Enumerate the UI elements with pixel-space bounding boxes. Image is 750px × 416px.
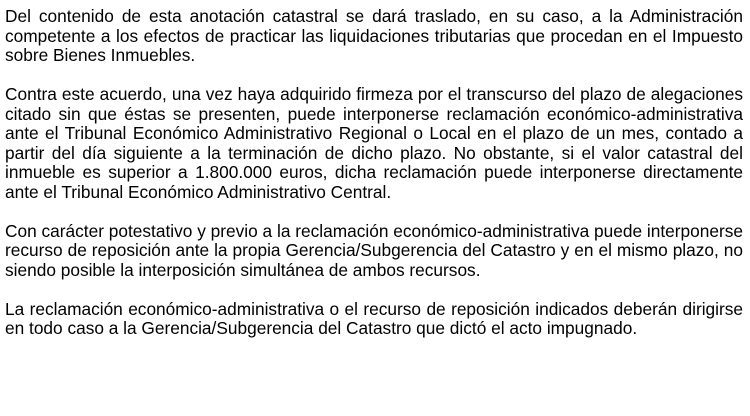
paragraph-reclamacion: Contra este acuerdo, una vez haya adquirido firmeza por el transcurso del plazo de alegaciones citado sin que éstas se presenten, puede interponerse reclamación económico-administrativa ante el Tribunal Económico Administrativo Regional o Local en el plazo de un mes, contado a partir del día siguiente a la terminación de dicho plazo. No obstante, si el valor catastral del inmueble es superior a 1.800.000 euros, dicha reclamación puede interponerse directamente ante el Tribunal Económico Administrativo Central. bbox=[5, 84, 743, 202]
paragraph-recurso-reposicion: Con carácter potestativo y previo a la reclamación económico-administrativa puede interponerse recurso de reposición ante la propia Gerencia/Subgerencia del Catastro y en el mismo plazo, no siendo posible la interposición simultánea de ambos recursos. bbox=[5, 220, 743, 280]
document-body bbox=[5, 7, 743, 339]
paragraph-traslado: Del contenido de esta anotación catastral se dará traslado, en su caso, a la Administración competente a los efectos de practicar las liquidaciones tributarias que procedan en el Impuesto sobre Bienes Inmuebles. bbox=[5, 6, 743, 65]
paragraph-dirigirse: La reclamación económico-administrativa o el recurso de reposición indicados deberán dirigirse en todo caso a la Gerencia/Subgerencia del Catastro que dictó el acto impugnado. bbox=[5, 298, 743, 338]
